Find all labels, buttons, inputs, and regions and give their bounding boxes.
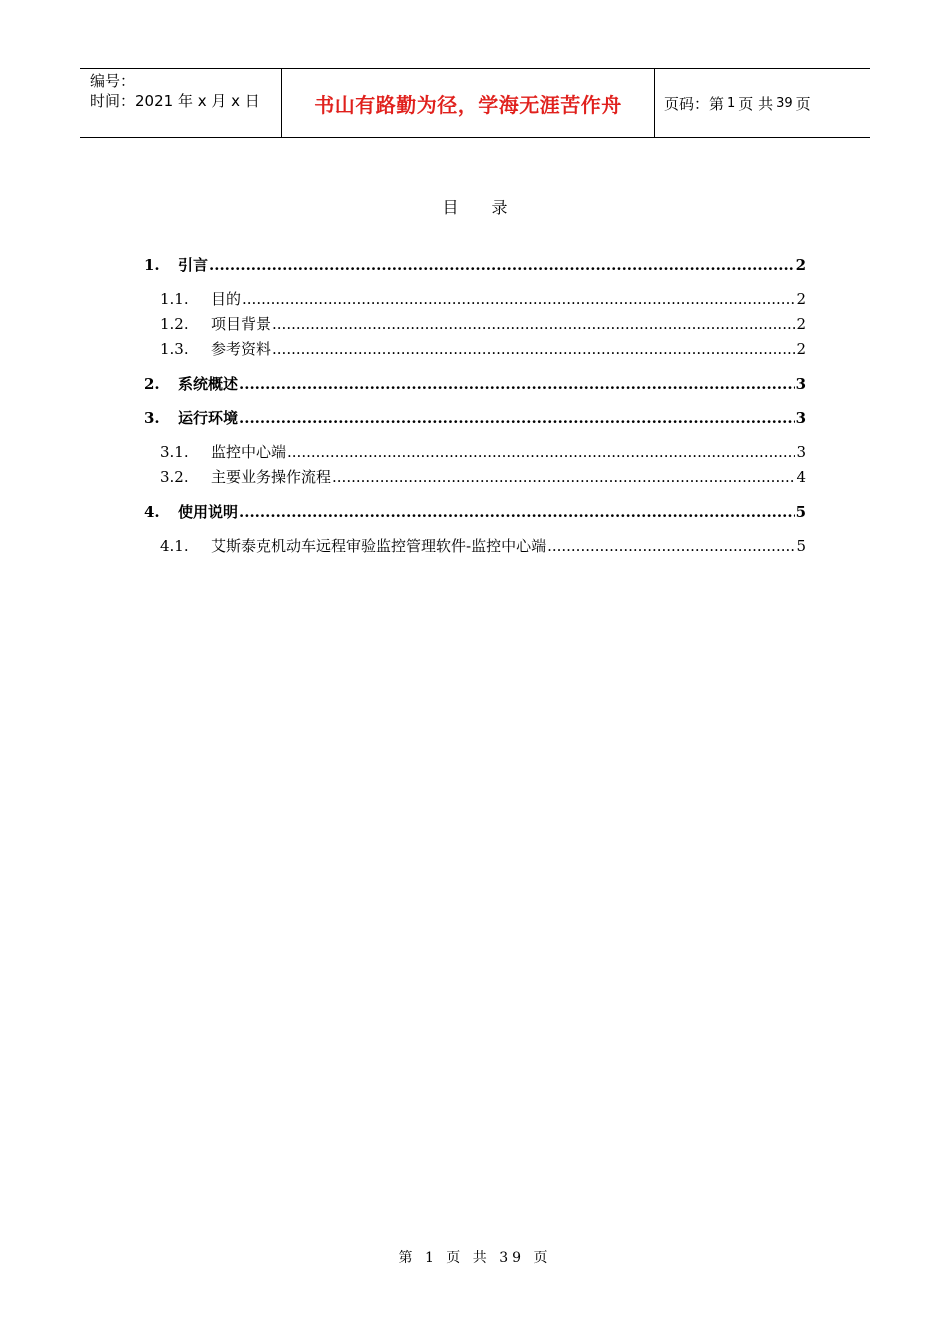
header-page-info	[655, 69, 870, 137]
toc-entry-text: 引言	[178, 256, 209, 274]
toc-entry[interactable]	[144, 289, 806, 309]
toc-entry-page: 2	[796, 290, 806, 308]
page-mid: 页 共	[738, 94, 774, 113]
toc-entry-page: 2	[795, 256, 806, 274]
toc-entry-number: 4.1.	[160, 537, 189, 555]
toc-title: 目 录	[442, 198, 522, 217]
toc-leader-dots	[287, 442, 795, 462]
toc-leader-dots	[239, 374, 795, 394]
toc-entry-page: 5	[796, 537, 806, 555]
toc-entry-page: 3	[795, 409, 806, 427]
document-time-label: 时间：2021 年 x 月 x 日	[90, 92, 260, 110]
toc-entry-text: 目的	[211, 290, 242, 308]
toc-entry-text: 参考资料	[211, 340, 272, 358]
toc-entry-number: 2.	[144, 375, 160, 393]
toc-entry[interactable]	[144, 339, 806, 359]
toc-entry-text: 主要业务操作流程	[211, 468, 332, 486]
toc-entry[interactable]	[144, 502, 806, 522]
toc-entry-number: 1.3.	[160, 340, 189, 358]
toc-entry-page: 5	[795, 503, 806, 521]
toc-entry[interactable]	[144, 536, 806, 556]
page-current: 1	[727, 95, 736, 111]
toc-entry-page: 4	[796, 468, 806, 486]
toc-entry-text: 使用说明	[178, 503, 239, 521]
toc-leader-dots	[272, 339, 795, 359]
toc-entry-number: 3.	[144, 409, 160, 427]
page-footer: 第 1 页 共 39 页	[398, 1250, 552, 1266]
toc-leader-dots	[239, 502, 795, 522]
toc-leader-dots	[332, 467, 795, 487]
toc-leader-dots	[239, 408, 795, 428]
document-number-label: 编号：	[90, 72, 136, 90]
toc-entry-page: 2	[796, 315, 806, 333]
page-suffix: 页	[795, 94, 811, 113]
toc-entry-page: 2	[796, 340, 806, 358]
toc-entry[interactable]	[144, 255, 806, 275]
toc-entry-text: 项目背景	[211, 315, 272, 333]
toc-leader-dots	[242, 289, 795, 309]
toc-entry-number: 1.	[144, 256, 160, 274]
toc-entry[interactable]	[144, 408, 806, 428]
toc-entry-number: 1.2.	[160, 315, 189, 333]
header-motto: 书山有路勤为径，学海无涯苦作舟	[281, 69, 655, 137]
toc-leader-dots	[209, 255, 795, 275]
toc-entry-number: 1.1.	[160, 290, 189, 308]
toc-leader-dots	[272, 314, 795, 334]
toc-entry-text: 监控中心端	[211, 443, 287, 461]
page-prefix: 页码：第	[664, 94, 725, 113]
toc-entry-number: 3.1.	[160, 443, 189, 461]
toc-entry-page: 3	[796, 443, 806, 461]
header-meta	[80, 69, 281, 137]
toc-entry-number: 4.	[144, 503, 160, 521]
document-header	[80, 68, 870, 138]
toc-entry-text: 系统概述	[178, 375, 239, 393]
page-total: 39	[776, 95, 793, 111]
toc-entry[interactable]	[144, 374, 806, 394]
toc-entry[interactable]	[144, 314, 806, 334]
toc-entry-text: 艾斯泰克机动车远程审验监控管理软件-监控中心端	[211, 537, 547, 555]
toc-leader-dots	[547, 536, 795, 556]
toc-entry[interactable]	[144, 442, 806, 462]
toc-entry-page: 3	[795, 375, 806, 393]
toc-entry-text: 运行环境	[178, 409, 239, 427]
toc-entry-number: 3.2.	[160, 468, 189, 486]
toc-entry[interactable]	[144, 467, 806, 487]
